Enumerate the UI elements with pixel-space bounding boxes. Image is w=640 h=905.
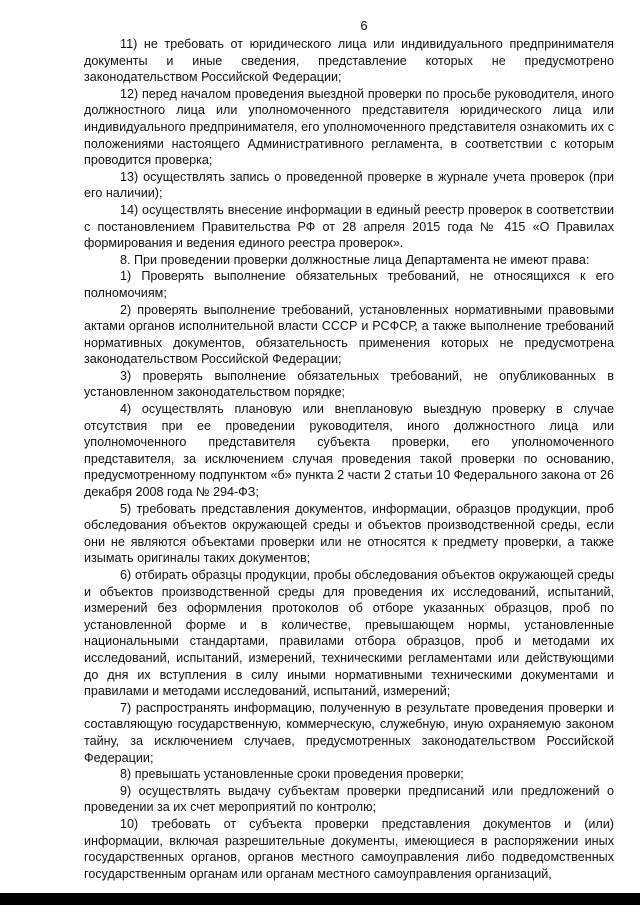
scan-bottom-edge bbox=[0, 893, 640, 905]
prohibition-9: 9) осуществлять выдачу субъектам проверки предписаний или предложений о проведении за их счет мероприятий по контролю; bbox=[84, 783, 614, 815]
document-page bbox=[84, 18, 614, 882]
paragraph-13: 13) осуществлять запись о проведенной проверке в журнале учета проверок (при его наличии); bbox=[84, 169, 614, 201]
prohibition-6: 6) отбирать образцы продукции, пробы обследования объектов окружающей среды и объектов производственной среды для проведения их исследований, испытаний, измерений без оформления протоколов об отборе указанных образцов, проб по установленной форме и в количестве, превышающем нормы, установленные национальными стандартами, правилами отбора образцов, проб и методами их исследований, испытаний, измерений, техническими регламентами или действующими до дня их вступления в силу иными нормативными техническими документами и правилами и методами исследований, испытаний, измерений; bbox=[84, 568, 614, 699]
prohibition-2: 2) проверять выполнение требований, установленных нормативными правовыми актами органов исполнительной власти СССР и РСФСР, а также выполнение требований нормативных документов, обязательность применения которых не предусмотрена законодательством Российской Федерации; bbox=[84, 302, 614, 367]
paragraph-14: 14) осуществлять внесение информации в единый реестр проверок в соответствии с постановлением Правительства РФ от 28 апреля 2015 года № 415 «О Правилах формирования и ведения единого реестра проверок». bbox=[84, 202, 614, 251]
prohibition-5: 5) требовать представления документов, информации, образцов продукции, проб обследования объектов окружающей среды и объектов производственной среды, если они не являются объектами проверки или не относятся к предмету проверки, а также изымать оригиналы таких документов; bbox=[84, 501, 614, 566]
prohibition-1: 1) Проверять выполнение обязательных требований, не относящихся к его полномочиям; bbox=[84, 269, 614, 300]
section-8-heading: 8. При проведении проверки должностные лица Департамента не имеют права: bbox=[120, 252, 590, 267]
prohibition-10: 10) требовать от субъекта проверки представления документов и (или) информации, включая разрешительные документы, имеющиеся в распоряжении иных государственных органов, органов местного самоуправления либо подведомственных государственным органам или органам местного самоуправления организаций, bbox=[84, 816, 614, 881]
prohibition-4: 4) осуществлять плановую или внеплановую выездную проверку в случае отсутствия при ее проведении руководителя, иного должностного лица или уполномоченного представителя субъекта проверки, его уполномоченного представителя, за исключением случая проведения такой проверки по основанию, предусмотренному подпунктом «б» пункта 2 части 2 статьи 10 Федерального закона от 26 декабря 2008 года № 294-ФЗ; bbox=[84, 402, 614, 500]
paragraph-11: 11) не требовать от юридического лица или индивидуального предпринимателя документы и иные сведения, представление которых не предусмотрено законодательством Российской Федерации; bbox=[84, 37, 614, 85]
prohibition-7: 7) распространять информацию, полученную в результате проведения проверки и составляющую государственную, коммерческую, служебную, иную охраняемую законом тайну, за исключением случаев, предусмотренных законодательством Российской Федерации; bbox=[84, 700, 614, 765]
prohibition-3: 3) проверять выполнение обязательных требований, не опубликованных в установленном законодательством порядке; bbox=[84, 368, 614, 400]
paragraph-12: 12) перед началом проведения выездной проверки по просьбе руководителя, иного должностного лица или уполномоченного представителя юридического лица или индивидуального предпринимателя, его уполномоченного представителя ознакомить их с положениями настоящего Административного регламента, в соответствии с которым проводится проверка; bbox=[84, 86, 614, 168]
prohibition-8: 8) превышать установленные сроки проведения проверки; bbox=[120, 767, 464, 782]
page-number: 6 bbox=[360, 18, 368, 33]
